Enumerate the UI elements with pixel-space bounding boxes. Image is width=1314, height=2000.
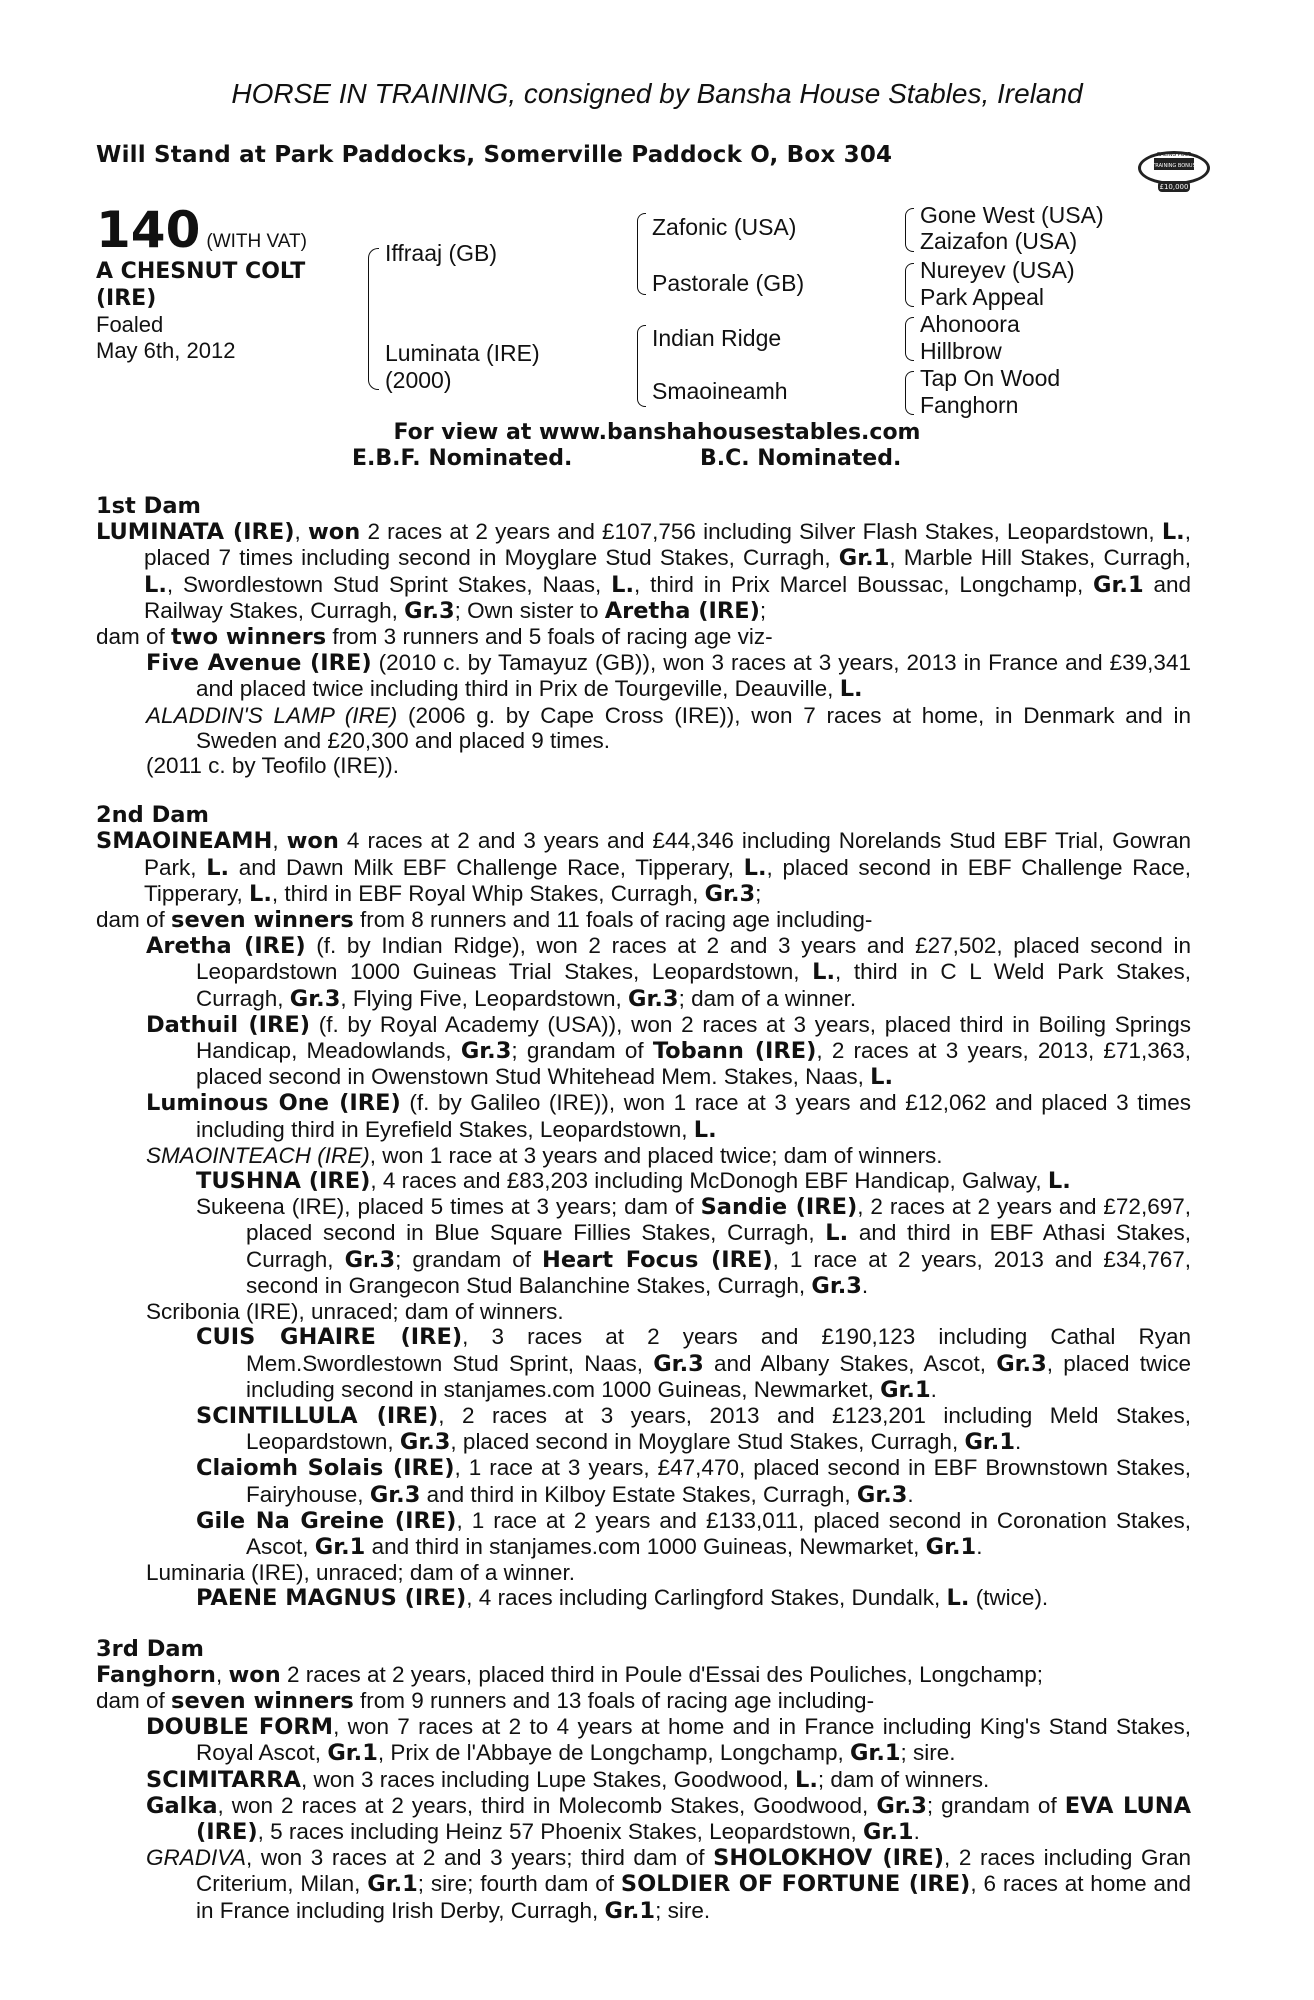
page-title: HORSE IN TRAINING, consigned by Bansha House Stables, Ireland bbox=[231, 78, 1083, 109]
dam3-foal-1: DOUBLE FORM, won 7 races at 2 to 4 years at home and in France including King's Stand Stakes, Royal Ascot, Gr.1, Prix de l'Abbaye de Longchamp, Longchamp, Gr.1; sire. bbox=[146, 1714, 1191, 1767]
foaled-info bbox=[96, 312, 235, 364]
lot-number: 140 (WITH VAT) bbox=[96, 201, 307, 259]
dam2-foal-2: Dathuil (IRE) (f. by Royal Academy (USA)), won 2 races at 3 years, placed third in Boiling Springs Handicap, Meadowlands, Gr.3; grandam of Tobann (IRE), 2 races at 3 years, 2013, £71,363, placed second in Owenstown Stud Whitehead Mem. Stakes, Naas, L. bbox=[146, 1011, 1192, 1091]
dam3-summary: dam of seven winners from 9 runners and 13 foals of racing age including- bbox=[96, 1687, 875, 1714]
dam2-grandfoal-2: Sukeena (IRE), placed 5 times at 3 years; dam of Sandie (IRE), 2 races at 2 years and £72,697, placed second in Blue Square Fillies Stakes, Curragh, L. and third in EBF Athasi Stakes, Curragh, Gr.3; grandam of Heart Focus (IRE), 1 race at 2 years, 2013 and £34,767, second in Grangecon Stud Balanchine Stakes, Curragh, Gr.3. bbox=[196, 1194, 1192, 1299]
dam2-foal-1: Aretha (IRE) (f. by Indian Ridge), won 2 races at 2 and 3 years and £27,502, placed second in Leopardstown 1000 Guineas Trial Stakes, Leopardstown, L., third in C L Weld Park Stakes, Curragh, Gr.3, Flying Five, Leopardstown, Gr.3; dam of a winner. bbox=[146, 933, 1191, 1012]
lot-desc-line1: A CHESNUT COLT bbox=[96, 259, 306, 284]
gg-brace-4 bbox=[905, 371, 914, 415]
foaled-label: Foaled bbox=[96, 312, 164, 337]
training-bonus-badge bbox=[1134, 146, 1214, 198]
dam3-foal-2: SCIMITARRA, won 3 races including Lupe Stakes, Goodwood, L.; dam of winners. bbox=[146, 1766, 990, 1793]
ggparent-8: Fanghorn bbox=[920, 392, 1019, 418]
section-2nd-dam: 2nd Dam bbox=[96, 802, 209, 829]
ggparent-7: Tap On Wood bbox=[920, 365, 1061, 391]
ggparent-5: Ahonoora bbox=[920, 311, 1020, 337]
dam2-grandfoal-6: Gile Na Greine (IRE), 1 race at 2 years and £133,011, placed second in Coronation Stakes, Ascot, Gr.1 and third in stanjames.com 1000 Guineas, Newmarket, Gr.1. bbox=[196, 1507, 1191, 1560]
badge-amount: £10,000 bbox=[1159, 183, 1189, 191]
dam1-foal-1: Five Avenue (IRE) (2010 c. by Tamayuz (GB)), won 3 races at 3 years, 2013 in France and £39,341 and placed twice including third in Prix de Tourgeville, Deauville, L. bbox=[146, 650, 1191, 703]
badge-top: RACING POST bbox=[1157, 152, 1191, 158]
ggparent-4: Park Appeal bbox=[920, 284, 1045, 310]
dam2-record: SMAOINEAMH, won 4 races at 2 and 3 years and £44,346 including Norelands Stud EBF Trial, Gowran Park, L. and Dawn Milk EBF Challenge Race, Tipperary, L., placed second in EBF Challenge Race, Tipperary, L., third in EBF Royal Whip Stakes, Curragh, Gr.3; bbox=[96, 828, 1191, 907]
sire-name: Iffraaj (GB) bbox=[385, 240, 498, 266]
gg-brace-1 bbox=[905, 208, 914, 252]
gg-brace-3 bbox=[905, 317, 914, 361]
dam-line-brace bbox=[637, 325, 646, 407]
dam2-grandfoal-1: TUSHNA (IRE), 4 races and £83,203 including McDonogh EBF Handicap, Galway, L. bbox=[196, 1168, 1071, 1195]
dam2-foal-4: SMAOINTEACH (IRE), won 1 race at 3 years and placed twice; dam of winners. bbox=[146, 1142, 943, 1168]
bc-nominated: B.C. Nominated. bbox=[700, 446, 902, 471]
lot-vat: (WITH VAT) bbox=[206, 231, 307, 252]
dam2-foal-6: Luminaria (IRE), unraced; dam of a winner. bbox=[146, 1560, 575, 1586]
dam2-summary: dam of seven winners from 8 runners and 11 foals of racing age including- bbox=[96, 907, 873, 934]
grandsire-1: Zafonic (USA) bbox=[652, 214, 797, 240]
ggparent-6: Hillbrow bbox=[920, 338, 1002, 364]
dam-year: (2000) bbox=[385, 367, 452, 393]
dam2-grandfoal-3: CUIS GHAIRE (IRE), 3 races at 2 years and £190,123 including Cathal Ryan Mem.Swordlestown Stud Sprint, Naas, Gr.3 and Albany Stakes, Ascot, Gr.3, placed twice including second in stanjames.com 1000 Guineas, Newmarket, Gr.1. bbox=[196, 1324, 1191, 1403]
dam3-foal-4: GRADIVA, won 3 races at 2 and 3 years; third dam of SHOLOKHOV (IRE), 2 races including Gran Criterium, Milan, Gr.1; sire; fourth dam of SOLDIER OF FORTUNE (IRE), 6 races at home and in France including Irish Derby, Curragh, Gr.1; sire. bbox=[146, 1845, 1192, 1924]
dam2-foal-5: Scribonia (IRE), unraced; dam of winners. bbox=[146, 1299, 564, 1325]
dam-name: Luminata (IRE) bbox=[385, 340, 540, 366]
lot-desc-line2: (IRE) bbox=[96, 286, 157, 311]
dam1-summary: dam of two winners from 3 runners and 5 foals of racing age viz- bbox=[96, 624, 773, 651]
grandsire-2: Indian Ridge bbox=[652, 325, 782, 351]
section-1st-dam: 1st Dam bbox=[96, 493, 201, 519]
dam2-grandfoal-7: PAENE MAGNUS (IRE), 4 races including Carlingford Stakes, Dundalk, L. (twice). bbox=[196, 1585, 1049, 1612]
pedigree-notes bbox=[96, 494, 1191, 1924]
dam3-foal-3: Galka, won 2 races at 2 years, third in Molecomb Stakes, Goodwood, Gr.3; grandam of EVA LUNA (IRE), 5 races including Heinz 57 Phoenix Stakes, Leopardstown, Gr.1. bbox=[146, 1792, 1192, 1845]
ggparent-3: Nureyev (USA) bbox=[920, 257, 1075, 283]
lot-description bbox=[96, 258, 305, 312]
ggparent-1: Gone West (USA) bbox=[920, 202, 1104, 228]
granddam-2: Smaoineamh bbox=[652, 378, 788, 404]
dam3-record: Fanghorn, won 2 races at 2 years, placed third in Poule d'Essai des Pouliches, Longchamp; bbox=[96, 1661, 1043, 1688]
dam1-foal-3: (2011 c. by Teofilo (IRE)). bbox=[146, 753, 400, 779]
section-3rd-dam: 3rd Dam bbox=[96, 1635, 204, 1662]
view-url: For view at www.banshahousestables.com bbox=[393, 420, 921, 445]
dam2-grandfoal-5: Claiomh Solais (IRE), 1 race at 3 years, £47,470, placed second in EBF Brownstown Stakes, Fairyhouse, Gr.3 and third in Kilboy Estate Stakes, Curragh, Gr.3. bbox=[196, 1455, 1191, 1508]
foaled-date: May 6th, 2012 bbox=[96, 338, 236, 363]
sire-dam-brace bbox=[368, 248, 379, 390]
ggparent-2: Zaizafon (USA) bbox=[920, 228, 1078, 254]
sire-line-brace bbox=[637, 213, 646, 295]
dam1-record: LUMINATA (IRE), won 2 races at 2 years and £107,756 including Silver Flash Stakes, Leopardstown, L., placed 7 times including second in Moyglare Stud Stakes, Curragh, Gr.1, Marble Hill Stakes, Curragh, L., Swordlestown Stud Sprint Stakes, Naas, L., third in Prix Marcel Boussac, Longchamp, Gr.1 and Railway Stakes, Curragh, Gr.3; Own sister to Aretha (IRE); bbox=[96, 519, 1191, 624]
gg-brace-2 bbox=[905, 263, 914, 307]
badge-mid: TRAINING BONUS bbox=[1152, 163, 1196, 169]
stand-location: Will Stand at Park Paddocks, Somerville Paddock O, Box 304 bbox=[96, 142, 893, 168]
dam1-foal-2: ALADDIN'S LAMP (IRE) (2006 g. by Cape Cross (IRE)), won 7 races at home, in Denmark and in Sweden and £20,300 and placed 9 times. bbox=[146, 702, 1192, 753]
dam2-grandfoal-4: SCINTILLULA (IRE), 2 races at 3 years, 2013 and £123,201 including Meld Stakes, Leopardstown, Gr.3, placed second in Moyglare Stud Stakes, Curragh, Gr.1. bbox=[196, 1402, 1192, 1456]
ebf-nominated: E.B.F. Nominated. bbox=[352, 446, 573, 471]
dam2-foal-3: Luminous One (IRE) (f. by Galileo (IRE)), won 1 race at 3 years and £12,062 and placed 3 times including third in Eyrefield Stakes, Leopardstown, L. bbox=[146, 1090, 1191, 1143]
granddam-1: Pastorale (GB) bbox=[652, 270, 805, 296]
